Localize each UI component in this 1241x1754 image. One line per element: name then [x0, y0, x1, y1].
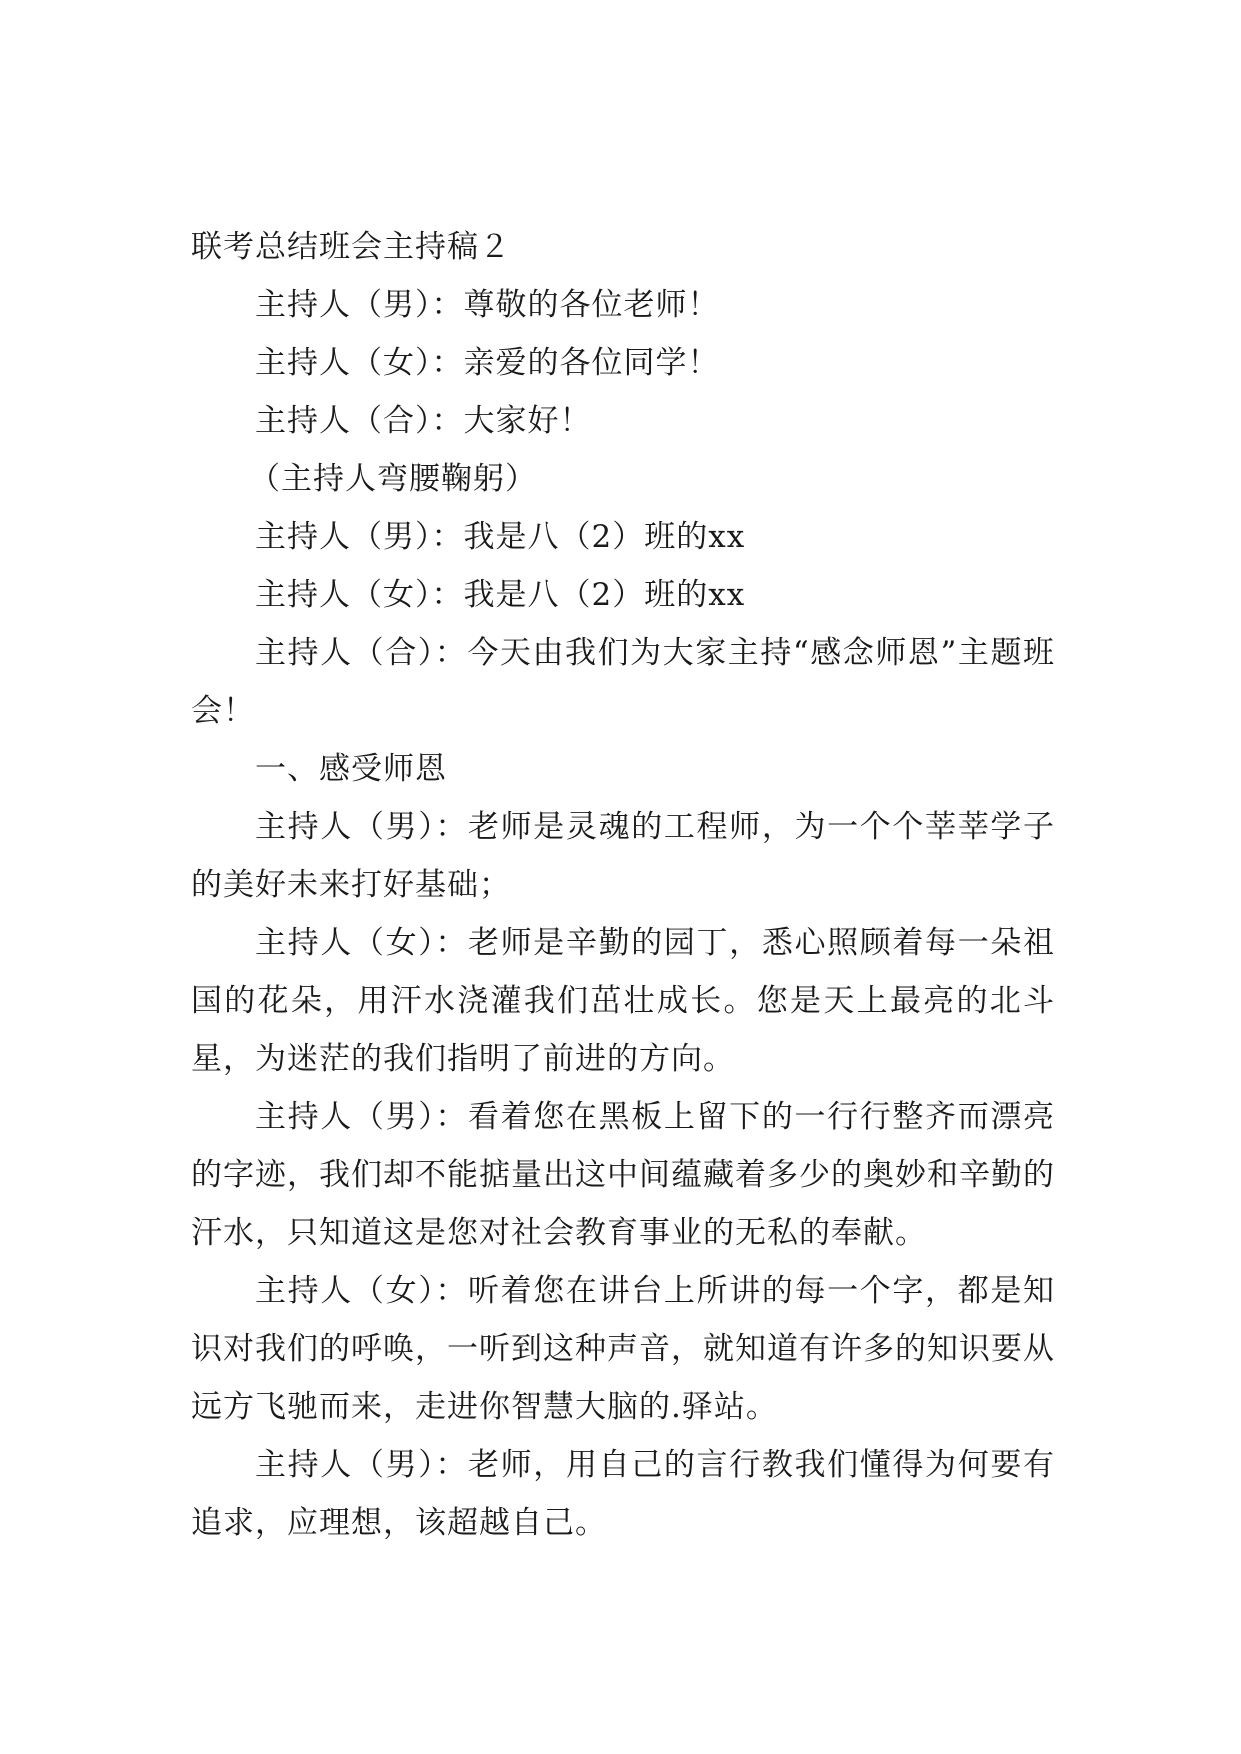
paragraph-stage-direction: （主持人弯腰鞠躬） — [249, 461, 537, 497]
document-body — [191, 218, 1055, 1552]
paragraph-theme-announcement: 主持人（合）：今天由我们为大家主持“感念师恩”主题班会！ — [191, 635, 1055, 729]
paragraph-male-1: 主持人（男）：老师是灵魂的工程师，为一个个莘莘学子的美好未来打好基础； — [191, 809, 1055, 903]
section-heading: 一、感受师恩 — [255, 751, 447, 787]
paragraph-female-1: 主持人（女）：老师是辛勤的园丁，悉心照顾着每一朵祖国的花朵，用汗水浇灌我们茁壮成长。您是天上最亮的北斗星，为迷茫的我们指明了前进的方向。 — [191, 925, 1055, 1077]
paragraph-intro-female: 主持人（女）：我是八（2）班的xx — [255, 577, 746, 613]
paragraph-male-2: 主持人（男）：看着您在黑板上留下的一行行整齐而漂亮的字迹，我们却不能掂量出这中间蕴藏着多少的奥妙和辛勤的汗水，只知道这是您对社会教育事业的无私的奉献。 — [191, 1099, 1055, 1251]
paragraph-greeting-together: 主持人（合）：大家好！ — [255, 403, 592, 439]
paragraph-male-3: 主持人（男）：老师，用自己的言行教我们懂得为何要有追求，应理想，该超越自己。 — [191, 1447, 1055, 1541]
paragraph-intro-male: 主持人（男）：我是八（2）班的xx — [255, 519, 746, 555]
paragraph-greeting-female: 主持人（女）：亲爱的各位同学！ — [255, 345, 720, 381]
paragraph-female-2: 主持人（女）：听着您在讲台上所讲的每一个字，都是知识对我们的呼唤，一听到这种声音，就知道有许多的知识要从远方飞驰而来，走进你智慧大脑的.驿站。 — [191, 1273, 1055, 1425]
document-title: 联考总结班会主持稿２ — [191, 229, 511, 265]
paragraph-greeting-male: 主持人（男）：尊敬的各位老师！ — [255, 287, 720, 323]
